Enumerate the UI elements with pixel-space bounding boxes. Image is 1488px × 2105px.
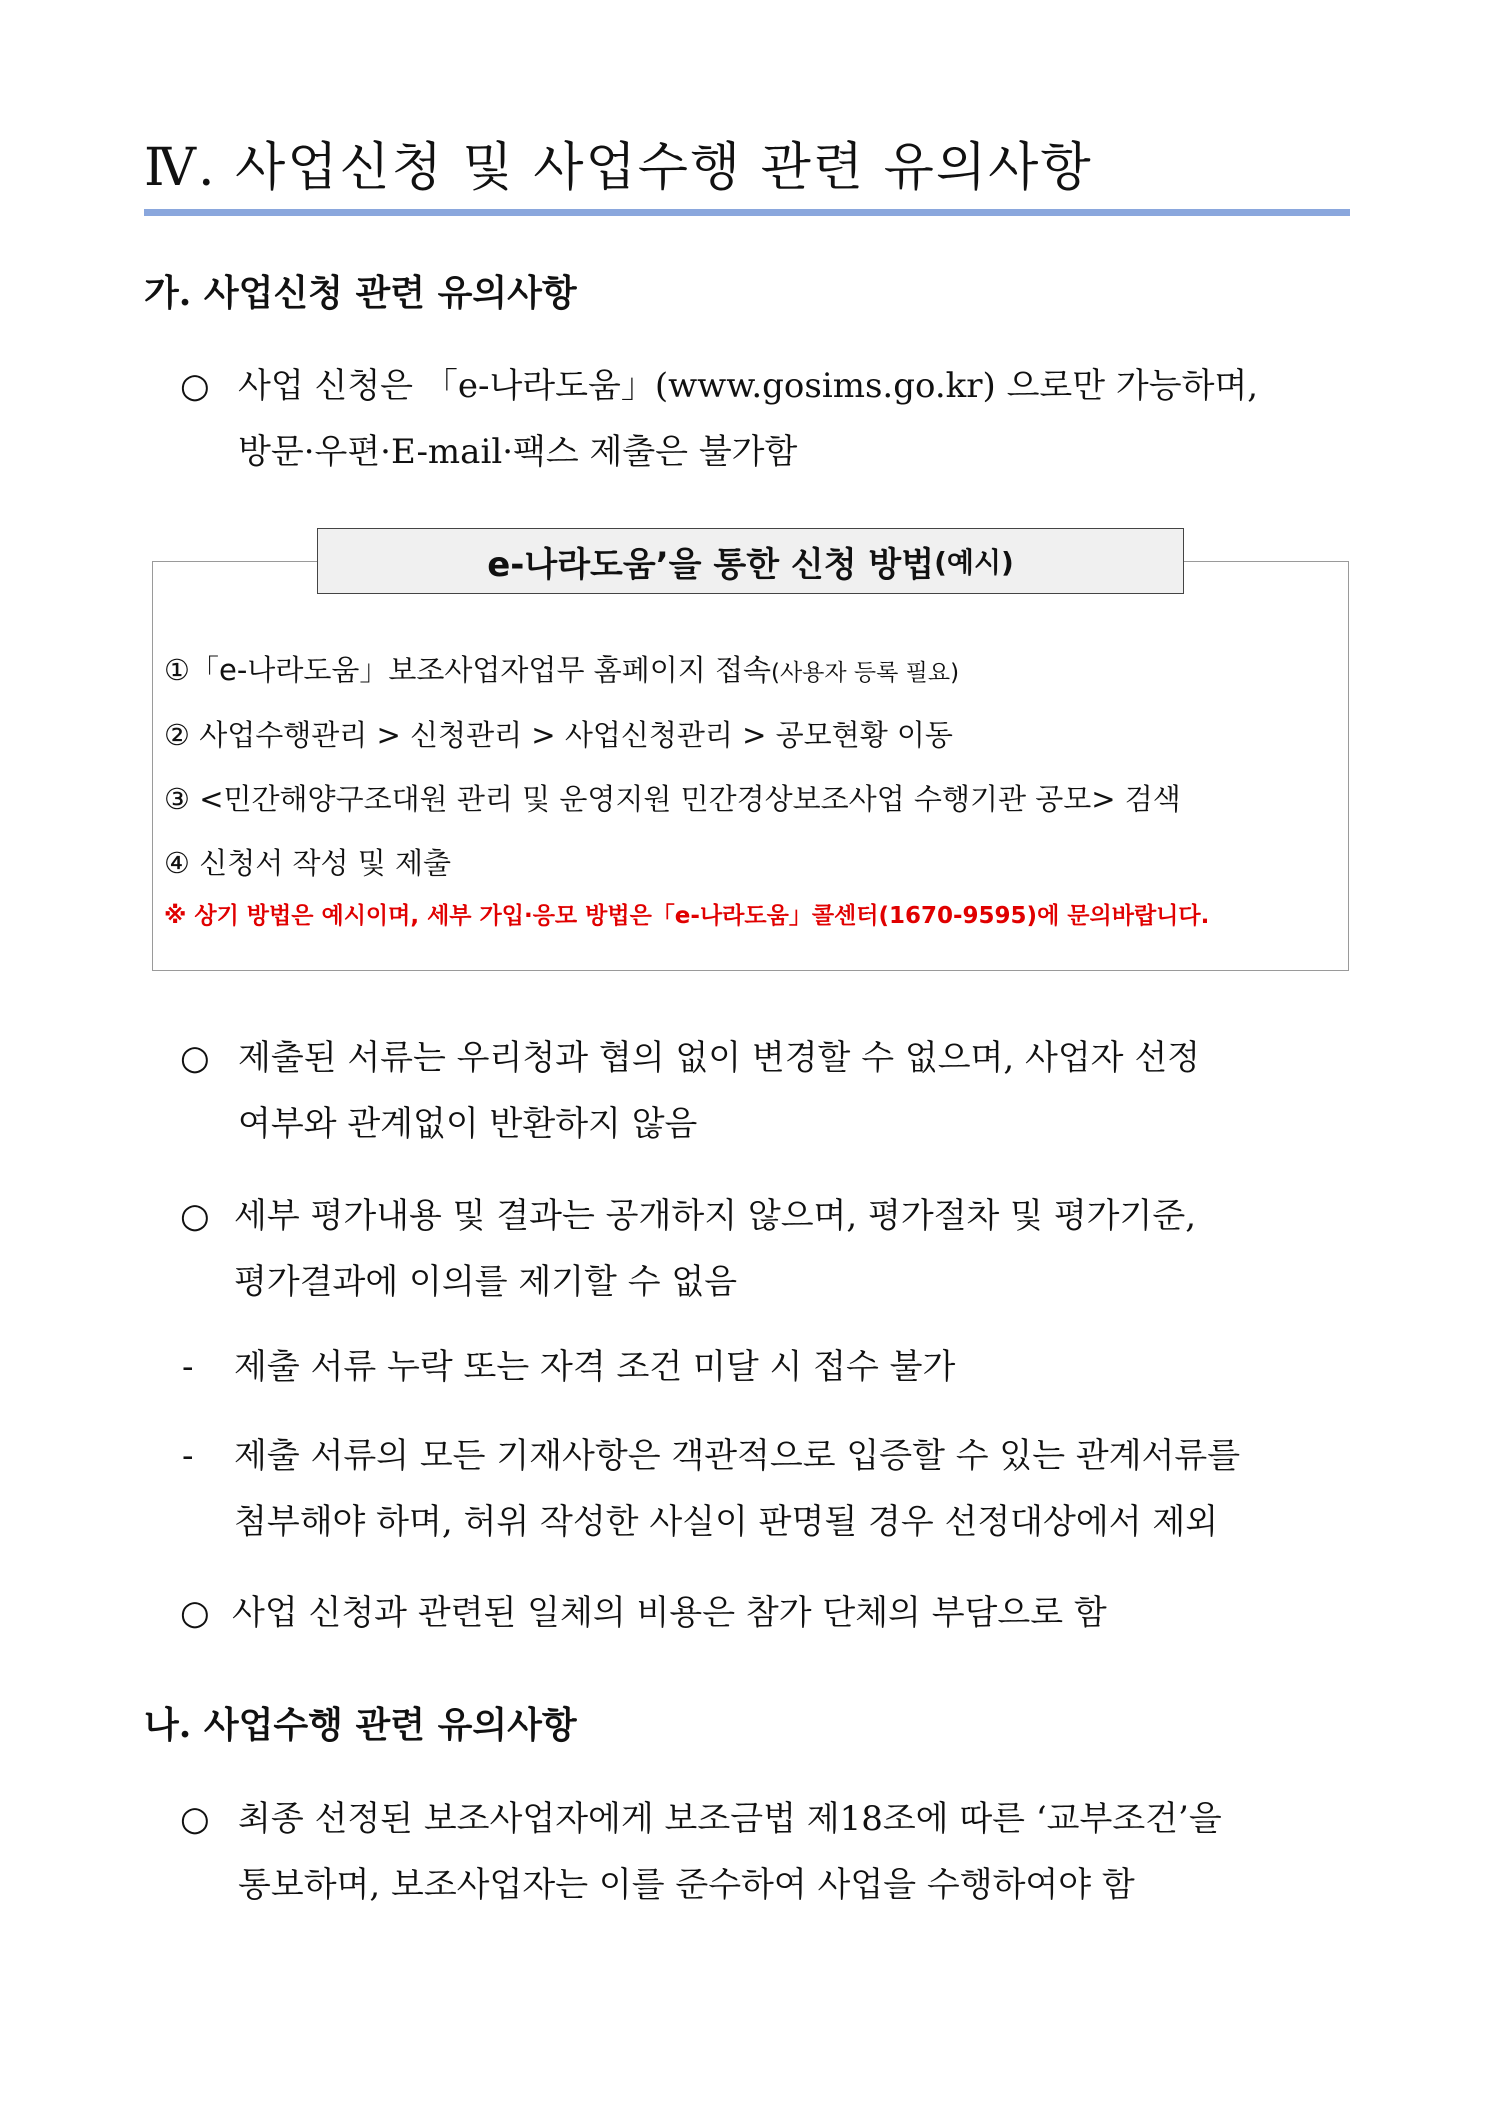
section-b-paragraph-line-1: 최종 선정된 보조사업자에게 보조금법 제18조에 따른 ‘교부조건’을: [238, 1799, 1222, 1839]
bullet-3-symbol: ○: [180, 1196, 210, 1236]
application-method-heading-main: e-나라도움’을 통한 신청 방법: [487, 544, 935, 585]
section-a-heading: 가. 사업신청 관련 유의사항: [144, 272, 577, 314]
callcenter-note: ※ 상기 방법은 예시이며, 세부 가입·응모 방법은「e-나라도움」콜센터(1670-9595)에 문의바랍니다.: [164, 903, 1210, 929]
bullet-2-symbol: ○: [180, 1038, 210, 1078]
dash-2-symbol: -: [182, 1436, 194, 1476]
step-2: ② 사업수행관리 > 신청관리 > 사업신청관리 > 공모현황 이동: [164, 718, 953, 752]
paragraph-2-line-1: 제출된 서류는 우리청과 협의 없이 변경할 수 없으며, 사업자 선정: [238, 1038, 1201, 1078]
section-b-paragraph-line-2: 통보하며, 보조사업자는 이를 준수하여 사업을 수행하여야 함: [238, 1865, 1135, 1905]
paragraph-1-line-1: 사업 신청은 「e-나라도움」(www.gosims.go.kr) 으로만 가능하며,: [238, 366, 1259, 406]
page-title: Ⅳ. 사업신청 및 사업수행 관련 유의사항: [144, 138, 1093, 198]
bullet-1-symbol: ○: [180, 366, 210, 406]
application-method-heading: [317, 528, 1184, 594]
section-b-heading: 나. 사업수행 관련 유의사항: [144, 1704, 577, 1746]
paragraph-2-line-2: 여부와 관계없이 반환하지 않음: [238, 1104, 698, 1144]
step-1-text: ①「e-나라도움」보조사업자업무 홈페이지 접속: [164, 653, 771, 687]
bullet-5-symbol: ○: [180, 1799, 210, 1839]
dash-item-2-line-1: 제출 서류의 모든 기재사항은 객관적으로 입증할 수 있는 관계서류를: [234, 1436, 1241, 1476]
dash-item-1: 제출 서류 누락 또는 자격 조건 미달 시 접수 불가: [234, 1347, 956, 1387]
step-1-note: (사용자 등록 필요): [770, 660, 960, 686]
bullet-4-symbol: ○: [180, 1593, 210, 1633]
application-method-heading-example: (예시): [934, 546, 1014, 579]
paragraph-3-line-2: 평가결과에 이의를 제기할 수 없음: [234, 1262, 738, 1302]
dash-1-symbol: -: [182, 1347, 194, 1387]
paragraph-4: 사업 신청과 관련된 일체의 비용은 참가 단체의 부담으로 함: [232, 1593, 1107, 1633]
paragraph-1-line-2: 방문·우편·E-mail·팩스 제출은 불가함: [238, 432, 798, 472]
dash-item-2-line-2: 첨부해야 하며, 허위 작성한 사실이 판명될 경우 선정대상에서 제외: [234, 1502, 1219, 1542]
step-3: ③ <민간해양구조대원 관리 및 운영지원 민간경상보조사업 수행기관 공모> 검색: [164, 782, 1181, 816]
title-underline: [144, 209, 1350, 216]
step-1: [164, 650, 959, 693]
step-4: ④ 신청서 작성 및 제출: [164, 846, 451, 880]
paragraph-3-line-1: 세부 평가내용 및 결과는 공개하지 않으며, 평가절차 및 평가기준,: [234, 1196, 1197, 1236]
